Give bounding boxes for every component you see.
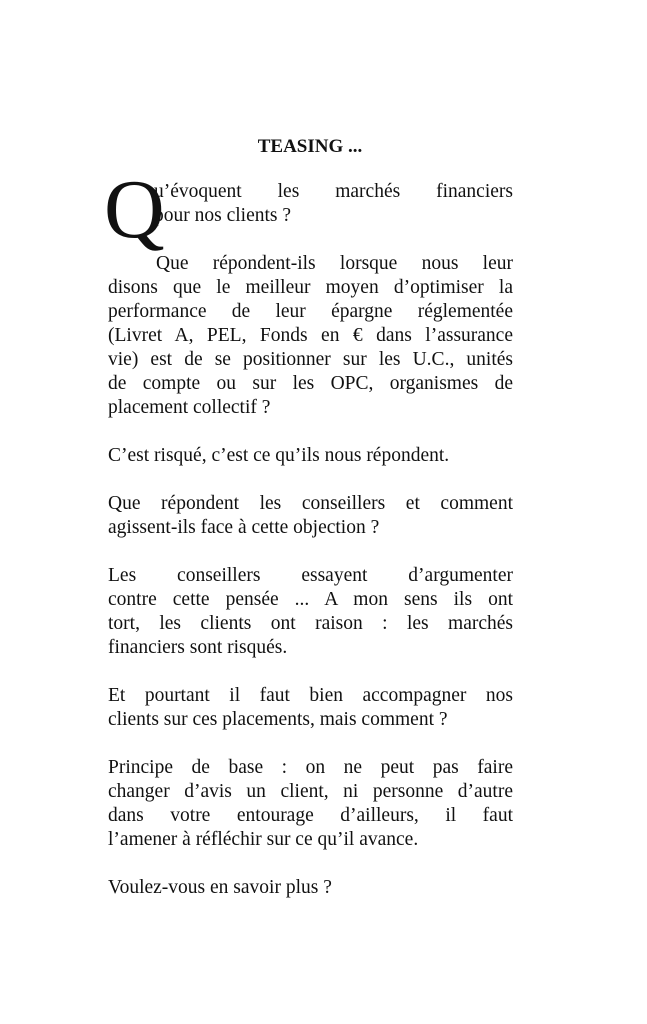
text-line: contre cette pensée ... A mon sens ils ont xyxy=(108,589,513,610)
text-line: de compte ou sur les OPC, organismes de xyxy=(108,373,513,394)
text-line: u’évoquent les marchés financiers xyxy=(154,181,513,202)
paragraph xyxy=(108,444,513,468)
text-line: l’amener à réfléchir sur ce qu’il avance. xyxy=(108,829,419,850)
paragraph xyxy=(108,564,513,660)
text-line: disons que le meilleur moyen d’optimiser la xyxy=(108,277,513,298)
text-line: agissent-ils face à cette objection ? xyxy=(108,517,380,538)
text-line: changer d’avis un client, ni personne d’autre xyxy=(108,781,513,802)
text-line: C’est risqué, c’est ce qu’ils nous répondent. xyxy=(108,445,450,466)
body-text xyxy=(104,163,513,924)
paragraph xyxy=(108,756,513,852)
drop-cap: Q xyxy=(104,163,165,256)
text-line: Et pourtant il faut bien accompagner nos xyxy=(108,685,513,706)
paragraph xyxy=(108,252,513,420)
text-line: Que répondent-ils lorsque nous leur xyxy=(156,253,513,274)
text-line: performance de leur épargne réglementée xyxy=(108,301,513,322)
text-line: vie) est de se positionner sur les U.C., unités xyxy=(108,349,513,370)
text-line: Que répondent les conseillers et comment xyxy=(108,493,513,514)
page-title: TEASING ... xyxy=(257,136,363,157)
text-line: dans votre entourage d’ailleurs, il faut xyxy=(108,805,513,826)
text-line: (Livret A, PEL, Fonds en € dans l’assurance xyxy=(108,325,513,346)
text-line: Principe de base : on ne peut pas faire xyxy=(108,757,513,778)
text-line: placement collectif ? xyxy=(108,397,271,418)
text-line: Voulez-vous en savoir plus ? xyxy=(108,877,332,898)
text-line: pour nos clients ? xyxy=(154,205,292,226)
text-line: tort, les clients ont raison : les marchés xyxy=(108,613,513,634)
paragraph xyxy=(104,163,513,256)
text-line: financiers sont risqués. xyxy=(108,637,288,658)
paragraph xyxy=(108,492,513,540)
text-line: Les conseillers essayent d’argumenter xyxy=(108,565,513,586)
paragraph xyxy=(108,684,513,732)
paragraph xyxy=(108,876,513,900)
text-line: clients sur ces placements, mais comment ? xyxy=(108,709,448,730)
